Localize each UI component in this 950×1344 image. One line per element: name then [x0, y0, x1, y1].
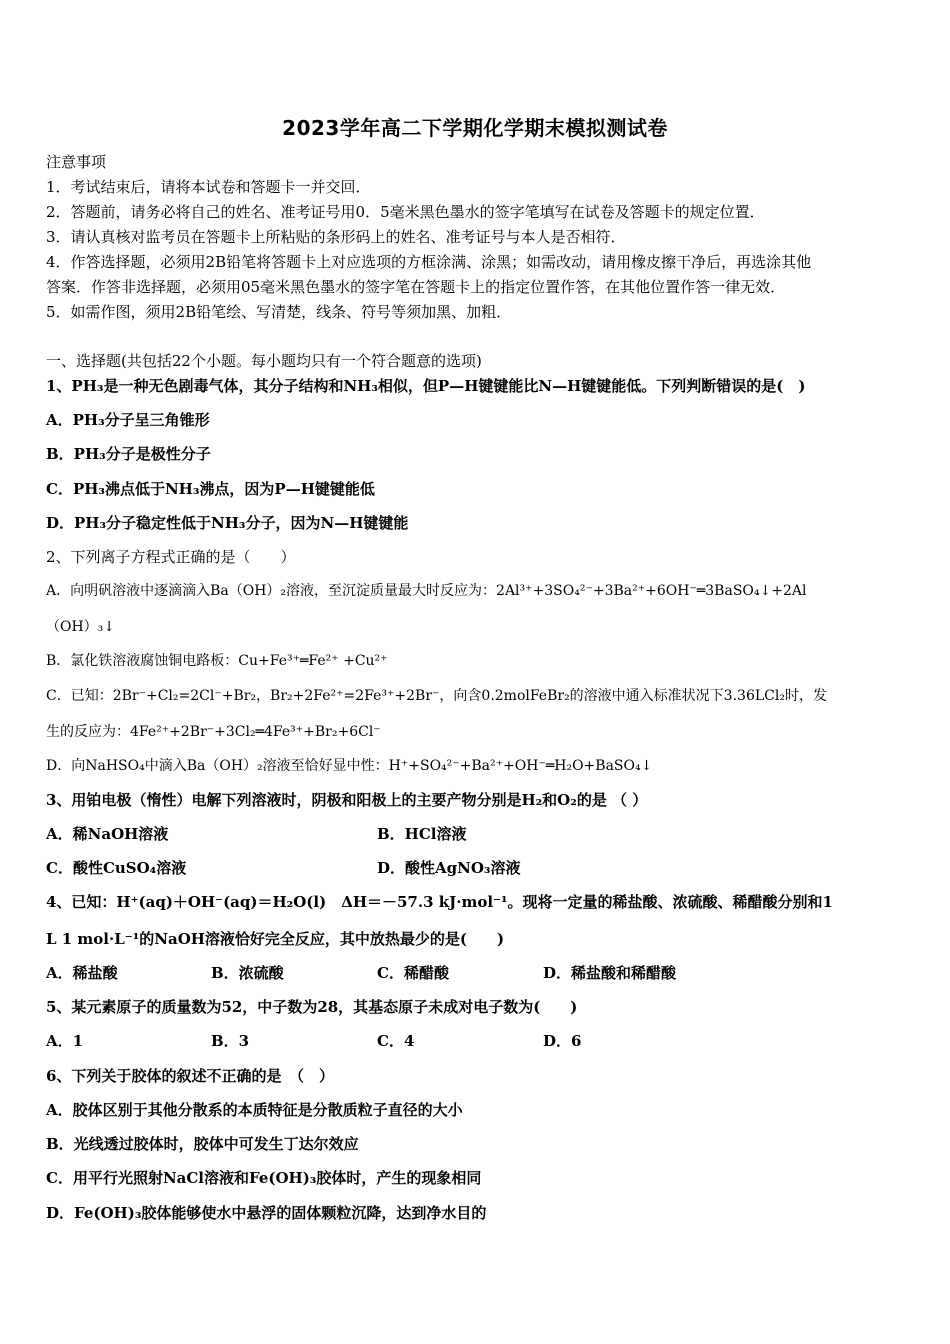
- question-4-option-a: A．稀盐酸: [46, 964, 118, 982]
- question-1-option-a: A．PH₃分子呈三角锥形: [46, 411, 210, 429]
- notice-item-3: 3．请认真核对监考员在答题卡上所粘贴的条形码上的姓名、准考证号与本人是否相符．: [46, 228, 626, 246]
- question-2-option-d: D．向NaHSO₄中滴入Ba（OH）₂溶液至恰好显中性：H⁺+SO₄²⁻+Ba²⁺+OH⁻═H₂O+BaSO₄↓: [46, 758, 653, 774]
- question-6-option-d: D．Fe(OH)₃胶体能够使水中悬浮的固体颗粒沉降，达到净水目的: [46, 1204, 487, 1222]
- question-5-option-d: D．6: [543, 1032, 582, 1050]
- question-2-option-a-cont: （OH）₃↓: [46, 619, 116, 635]
- question-2-stem: 2、下列离子方程式正确的是（ ）: [46, 548, 296, 566]
- question-6-option-a: A．胶体区别于其他分散系的本质特征是分散质粒子直径的大小: [46, 1101, 463, 1119]
- question-1-stem: 1、PH₃是一种无色剧毒气体，其分子结构和NH₃相似，但P—H键键能比N—H键键能低。下列判断错误的是( ): [46, 377, 806, 395]
- question-2-option-b: B．氯化铁溶液腐蚀铜电路板：Cu+Fe³⁺═Fe²⁺ +Cu²⁺: [46, 653, 388, 669]
- page-title: 2023学年高二下学期化学期末模拟测试卷: [282, 116, 668, 140]
- question-4-option-c: C．稀醋酸: [377, 964, 449, 982]
- question-1-option-d: D．PH₃分子稳定性低于NH₃分子，因为N—H键键能: [46, 514, 409, 532]
- question-3-option-b: B．HCl溶液: [377, 825, 467, 843]
- question-6-option-c: C．用平行光照射NaCl溶液和Fe(OH)₃胶体时，产生的现象相同: [46, 1169, 482, 1187]
- question-2-option-c-cont: 生的反应为：4Fe²⁺+2Br⁻+3Cl₂═4Fe³⁺+Br₂+6Cl⁻: [46, 724, 381, 740]
- question-5-option-c: C．4: [377, 1032, 415, 1050]
- question-1-option-b: B．PH₃分子是极性分子: [46, 445, 211, 463]
- question-6-option-b: B．光线透过胶体时，胶体中可发生丁达尔效应: [46, 1135, 359, 1153]
- question-6-stem: 6、下列关于胶体的叙述不正确的是 （ ）: [46, 1067, 334, 1085]
- question-4-option-d: D．稀盐酸和稀醋酸: [543, 964, 677, 982]
- question-3-option-d: D．酸性AgNO₃溶液: [377, 859, 521, 877]
- section-heading: 一、选择题(共包括22个小题。每小题均只有一个符合题意的选项): [46, 352, 482, 370]
- question-3-stem: 3、用铂电极（惰性）电解下列溶液时，阴极和阳极上的主要产物分别是H₂和O₂的是 （ ）: [46, 791, 648, 809]
- question-5-option-b: B．3: [211, 1032, 250, 1050]
- notice-item-1: 1．考试结束后，请将本试卷和答题卡一并交回．: [46, 178, 371, 196]
- question-4-option-b: B．浓硫酸: [211, 964, 284, 982]
- question-2-option-c: C．已知：2Br⁻+Cl₂=2Cl⁻+Br₂，Br₂+2Fe²⁺=2Fe³⁺+2Br⁻，向含0.2molFeBr₂的溶液中通入标准状况下3.36LCl₂时，发: [46, 688, 827, 704]
- question-4-stem-cont: L 1 mol·L⁻¹的NaOH溶液恰好完全反应，其中放热最少的是( ): [46, 930, 505, 948]
- question-5-stem: 5、某元素原子的质量数为52，中子数为28，其基态原子未成对电子数为( ): [46, 998, 578, 1016]
- question-3-option-a: A．稀NaOH溶液: [46, 825, 169, 843]
- notice-item-5: 5．如需作图，须用2B铅笔绘、写清楚，线条、符号等须加黑、加粗．: [46, 303, 512, 321]
- question-4-stem: 4、已知：H⁺(aq)＋OH⁻(aq)＝H₂O(l) ΔH＝－57.3 kJ·mol⁻¹。现将一定量的稀盐酸、浓硫酸、稀醋酸分别和1: [46, 893, 833, 911]
- notice-item-2: 2．答题前，请务必将自己的姓名、准考证号用0．5毫米黑色墨水的签字笔填写在试卷及答题卡的规定位置．: [46, 203, 765, 221]
- question-1-option-c: C．PH₃沸点低于NH₃沸点，因为P—H键键能低: [46, 480, 375, 498]
- notice-item-4-cont: 答案．作答非选择题，必须用05毫米黑色墨水的签字笔在答题卡上的指定位置作答，在其他位置作答一律无效．: [46, 278, 786, 296]
- question-5-option-a: A．1: [46, 1032, 84, 1050]
- notice-item-4: 4．作答选择题，必须用2B铅笔将答题卡上对应选项的方框涂满、涂黑；如需改动，请用橡皮擦干净后，再选涂其他: [46, 253, 812, 271]
- question-3-option-c: C．酸性CuSO₄溶液: [46, 859, 187, 877]
- notice-heading: 注意事项: [46, 153, 107, 171]
- question-2-option-a: A．向明矾溶液中逐滴滴入Ba（OH）₂溶液，至沉淀质量最大时反应为：2Al³⁺+3SO₄²⁻+3Ba²⁺+6OH⁻═3BaSO₄↓+2Al: [46, 583, 807, 599]
